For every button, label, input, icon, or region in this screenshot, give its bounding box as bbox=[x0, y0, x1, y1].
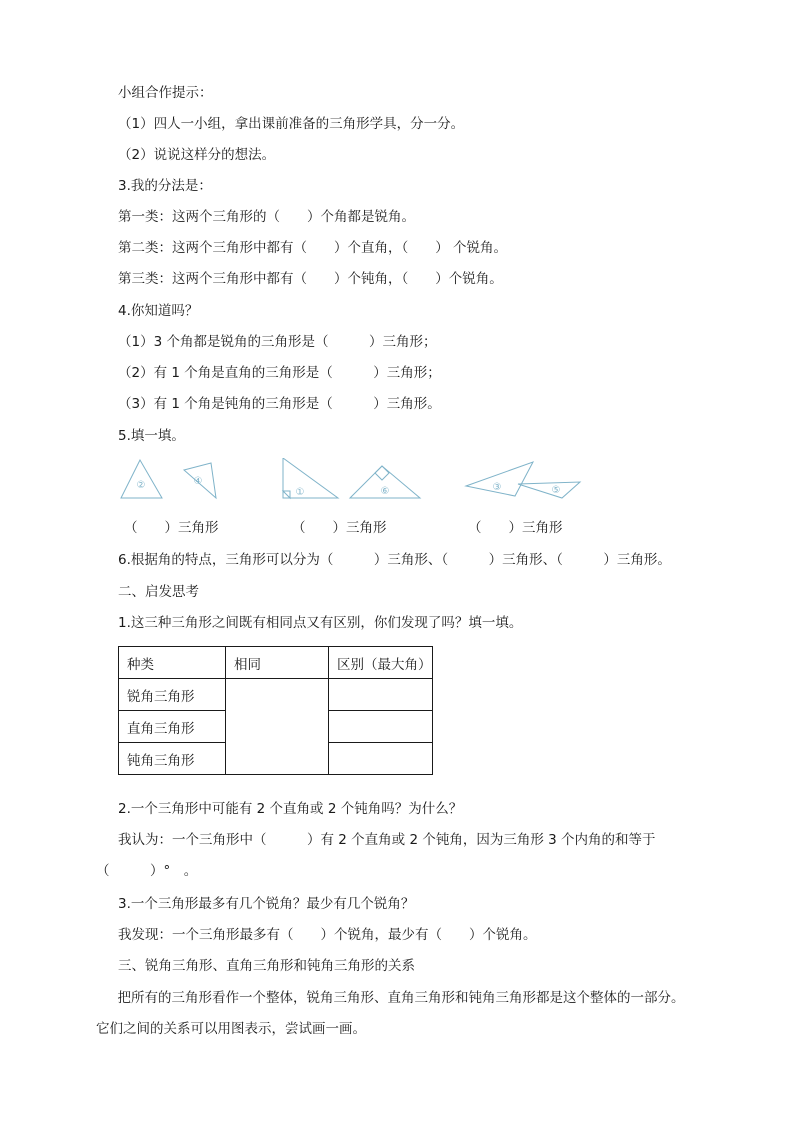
triangle-svg bbox=[118, 458, 598, 506]
section-2-title: 二、启发思考 bbox=[118, 584, 199, 600]
section-2-q1: 1.这三种三角形之间既有相同点又有区别，你们发现了吗？填一填。 bbox=[118, 615, 523, 631]
q6-text: 6.根据角的特点，三角形可以分为（ ）三角形、（ ）三角形、（ ）三角形。 bbox=[118, 552, 671, 568]
section-2-q2: 2.一个三角形中可能有 2 个直角或 2 个钝角吗？为什么？ bbox=[118, 801, 463, 817]
table-row-label: 锐角三角形 bbox=[119, 679, 226, 711]
triangle-label-6: ⑥ bbox=[380, 486, 390, 497]
section-2-q3-answer: 我发现：一个三角形最多有（ ）个锐角，最少有（ ）个锐角。 bbox=[118, 927, 537, 943]
table-cell-diff bbox=[329, 711, 433, 743]
triangle-1 bbox=[283, 458, 338, 498]
triangle-figures bbox=[118, 458, 598, 506]
section-3-title: 三、锐角三角形、直角三角形和钝角三角形的关系 bbox=[118, 958, 415, 974]
table-header: 种类 bbox=[119, 647, 226, 679]
q5-answer-2: （ ）三角形 bbox=[292, 520, 387, 536]
comparison-table bbox=[118, 646, 433, 775]
triangle-label-5: ⑤ bbox=[551, 485, 561, 496]
q3-line-3: 第三类：这两个三角形中都有（ ）个钝角，（ ）个锐角。 bbox=[118, 271, 503, 287]
q4-item-1: （1）3 个角都是锐角的三角形是（ ）三角形； bbox=[118, 334, 437, 350]
collab-tips-title: 小组合作提示： bbox=[118, 85, 213, 101]
tip-1: （1）四人一小组，拿出课前准备的三角形学具，分一分。 bbox=[118, 116, 465, 132]
table-cell-diff bbox=[329, 743, 433, 775]
table-cell-diff bbox=[329, 679, 433, 711]
triangle-label-4: ④ bbox=[193, 476, 203, 487]
triangle-1-right-angle-mark bbox=[283, 491, 290, 498]
triangle-5 bbox=[518, 482, 580, 498]
table-header: 相同 bbox=[226, 647, 329, 679]
section-2-q2-answer-1: 我认为：一个三角形中（ ）有 2 个直角或 2 个钝角，因为三角形 3 个内角的和等于 bbox=[118, 832, 656, 848]
table-row bbox=[119, 679, 433, 711]
q5-answer-1: （ ）三角形 bbox=[124, 520, 219, 536]
section-3-para-1: 把所有的三角形看作一个整体，锐角三角形、直角三角形和钝角三角形都是这个整体的一部分。 bbox=[104, 990, 685, 1006]
table-header-row bbox=[119, 647, 433, 679]
table-header: 区别（最大角） bbox=[329, 647, 433, 679]
q4-item-3: （3）有 1 个角是钝角的三角形是（ ）三角形。 bbox=[118, 396, 441, 412]
table-cell-same bbox=[226, 679, 329, 775]
triangle-label-2: ② bbox=[136, 480, 146, 491]
section-2-q3: 3.一个三角形最多有几个锐角？最少有几个锐角？ bbox=[118, 896, 415, 912]
q4-title: 4.你知道吗？ bbox=[118, 303, 199, 319]
q4-item-2: （2）有 1 个角是直角的三角形是（ ）三角形； bbox=[118, 365, 441, 381]
q3-title: 3.我的分法是： bbox=[118, 178, 212, 194]
table-row-label: 直角三角形 bbox=[119, 711, 226, 743]
triangle-6-right-angle-mark bbox=[375, 466, 389, 480]
triangle-2 bbox=[121, 460, 162, 498]
triangle-label-3: ③ bbox=[492, 482, 502, 493]
q3-line-2: 第二类：这两个三角形中都有（ ）个直角，（ ） 个锐角。 bbox=[118, 240, 508, 256]
triangle-label-1: ① bbox=[295, 487, 305, 498]
table-row-label: 钝角三角形 bbox=[119, 743, 226, 775]
q5-title: 5.填一填。 bbox=[118, 428, 185, 444]
section-3-para-2: 它们之间的关系可以用图表示，尝试画一画。 bbox=[96, 1021, 366, 1037]
q5-answer-3: （ ）三角形 bbox=[468, 520, 563, 536]
section-2-q2-answer-2: （ ）° 。 bbox=[96, 863, 198, 879]
q3-line-1: 第一类：这两个三角形的（ ）个角都是锐角。 bbox=[118, 209, 415, 225]
tip-2: （2）说说这样分的想法。 bbox=[118, 147, 276, 163]
